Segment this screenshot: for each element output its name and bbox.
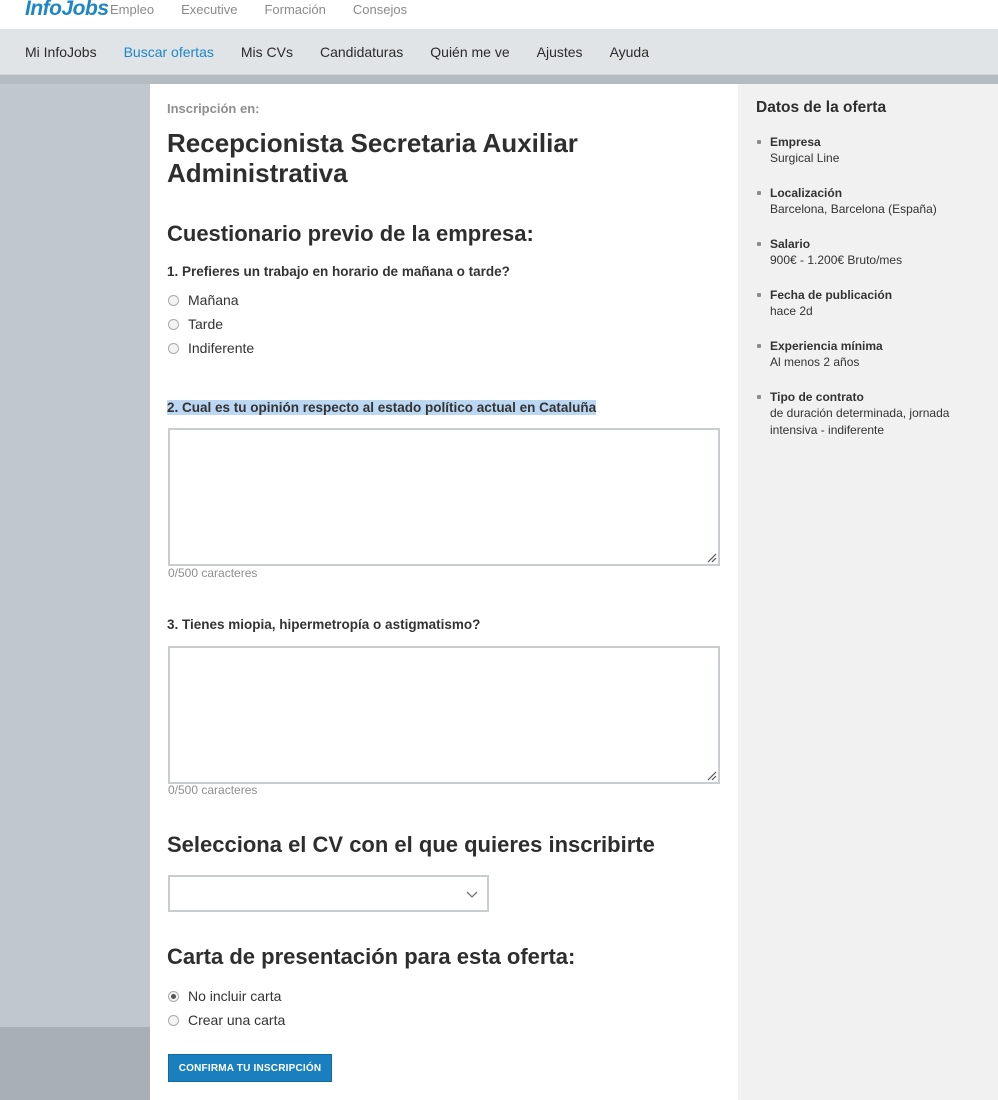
offer-detail-experiencia (756, 338, 988, 371)
detail-label: Localización (770, 186, 843, 200)
nav-item-candidaturas[interactable]: Candidaturas (319, 44, 404, 60)
resize-handle-icon[interactable] (705, 769, 717, 781)
letter-option-crear[interactable] (168, 1012, 285, 1028)
application-eyebrow: Inscripción en: (167, 101, 260, 116)
detail-value: de duración determinada, jornada intensiva - indiferente (770, 406, 950, 437)
cv-select-dropdown[interactable] (168, 875, 489, 912)
nav-item-buscar-ofertas[interactable]: Buscar ofertas (123, 44, 214, 60)
q1-option-indiferente[interactable] (168, 340, 254, 356)
detail-value: hace 2d (770, 304, 813, 318)
detail-label: Fecha de publicación (770, 288, 893, 302)
question-2-text (167, 400, 596, 415)
radio-label: Crear una carta (188, 1012, 286, 1028)
offer-detail-empresa (756, 134, 988, 167)
top-bar (0, 0, 998, 29)
detail-label: Salario (770, 237, 811, 251)
offer-detail-localizacion (756, 185, 988, 218)
q1-option-manana[interactable] (168, 292, 239, 308)
question-3-char-counter: 0/500 caracteres (168, 783, 258, 797)
detail-label: Tipo de contrato (770, 390, 864, 404)
question-2-answer-textarea[interactable] (168, 428, 720, 566)
radio-label: Mañana (188, 292, 239, 308)
radio-button[interactable] (168, 1015, 179, 1026)
left-gutter (0, 84, 150, 1100)
radio-button-checked[interactable] (168, 991, 179, 1002)
offer-details-sidebar (738, 84, 998, 1100)
top-link-executive[interactable]: Executive (181, 2, 238, 17)
chevron-down-icon (465, 887, 479, 901)
detail-value: 900€ - 1.200€ Bruto/mes (770, 253, 903, 267)
cover-letter-title: Carta de presentación para esta oferta: (167, 944, 576, 969)
detail-label: Empresa (770, 135, 821, 149)
top-link-consejos[interactable]: Consejos (352, 2, 408, 17)
nav-divider (0, 75, 998, 84)
question-2-highlighted-text: 2. Cual es tu opinión respecto al estado político actual en Cataluña (167, 400, 597, 415)
top-links (110, 2, 407, 17)
resize-handle-icon[interactable] (705, 551, 717, 563)
application-form (150, 84, 738, 1100)
question-3-text: 3. Tienes miopia, hipermetropía o astigmatismo? (167, 617, 481, 632)
offer-details-list (756, 134, 988, 457)
infojobs-logo[interactable]: InfoJobs (25, 0, 109, 20)
top-link-empleo[interactable]: Empleo (110, 2, 155, 17)
radio-button[interactable] (168, 343, 179, 354)
job-title: Recepcionista Secretaria Auxiliar Administrativa (167, 128, 578, 188)
confirm-application-button[interactable]: CONFIRMA TU INSCRIPCIÓN (168, 1054, 332, 1082)
nav-item-ayuda[interactable]: Ayuda (609, 44, 650, 60)
nav-item-mi-infojobs[interactable]: Mi InfoJobs (25, 44, 97, 60)
detail-value: Al menos 2 años (770, 355, 860, 369)
offer-details-title: Datos de la oferta (756, 99, 887, 116)
offer-detail-salario (756, 236, 988, 269)
nav-item-ajustes[interactable]: Ajustes (536, 44, 583, 60)
question-3-answer-textarea[interactable] (168, 646, 720, 784)
radio-button[interactable] (168, 319, 179, 330)
left-gutter-footer (0, 1027, 150, 1100)
radio-button[interactable] (168, 295, 179, 306)
main-nav (0, 29, 998, 75)
letter-option-no-incluir[interactable] (168, 988, 281, 1004)
questionnaire-title: Cuestionario previo de la empresa: (167, 221, 534, 246)
q1-option-tarde[interactable] (168, 316, 223, 332)
question-1-text: 1. Prefieres un trabajo en horario de mañana o tarde? (167, 264, 510, 279)
detail-value: Barcelona, Barcelona (España) (770, 202, 937, 216)
detail-value: Surgical Line (770, 151, 840, 165)
cv-select-title: Selecciona el CV con el que quieres inscribirte (167, 832, 655, 857)
question-2-char-counter: 0/500 caracteres (168, 566, 258, 580)
radio-label: Tarde (188, 316, 224, 332)
detail-label: Experiencia mínima (770, 339, 883, 353)
nav-item-quien-me-ve[interactable]: Quién me ve (430, 44, 510, 60)
offer-detail-fecha (756, 287, 988, 320)
nav-item-mis-cvs[interactable]: Mis CVs (240, 44, 293, 60)
radio-label: Indiferente (188, 340, 255, 356)
offer-detail-contrato (756, 389, 988, 439)
top-link-formacion[interactable]: Formación (264, 2, 326, 17)
radio-label: No incluir carta (188, 988, 282, 1004)
